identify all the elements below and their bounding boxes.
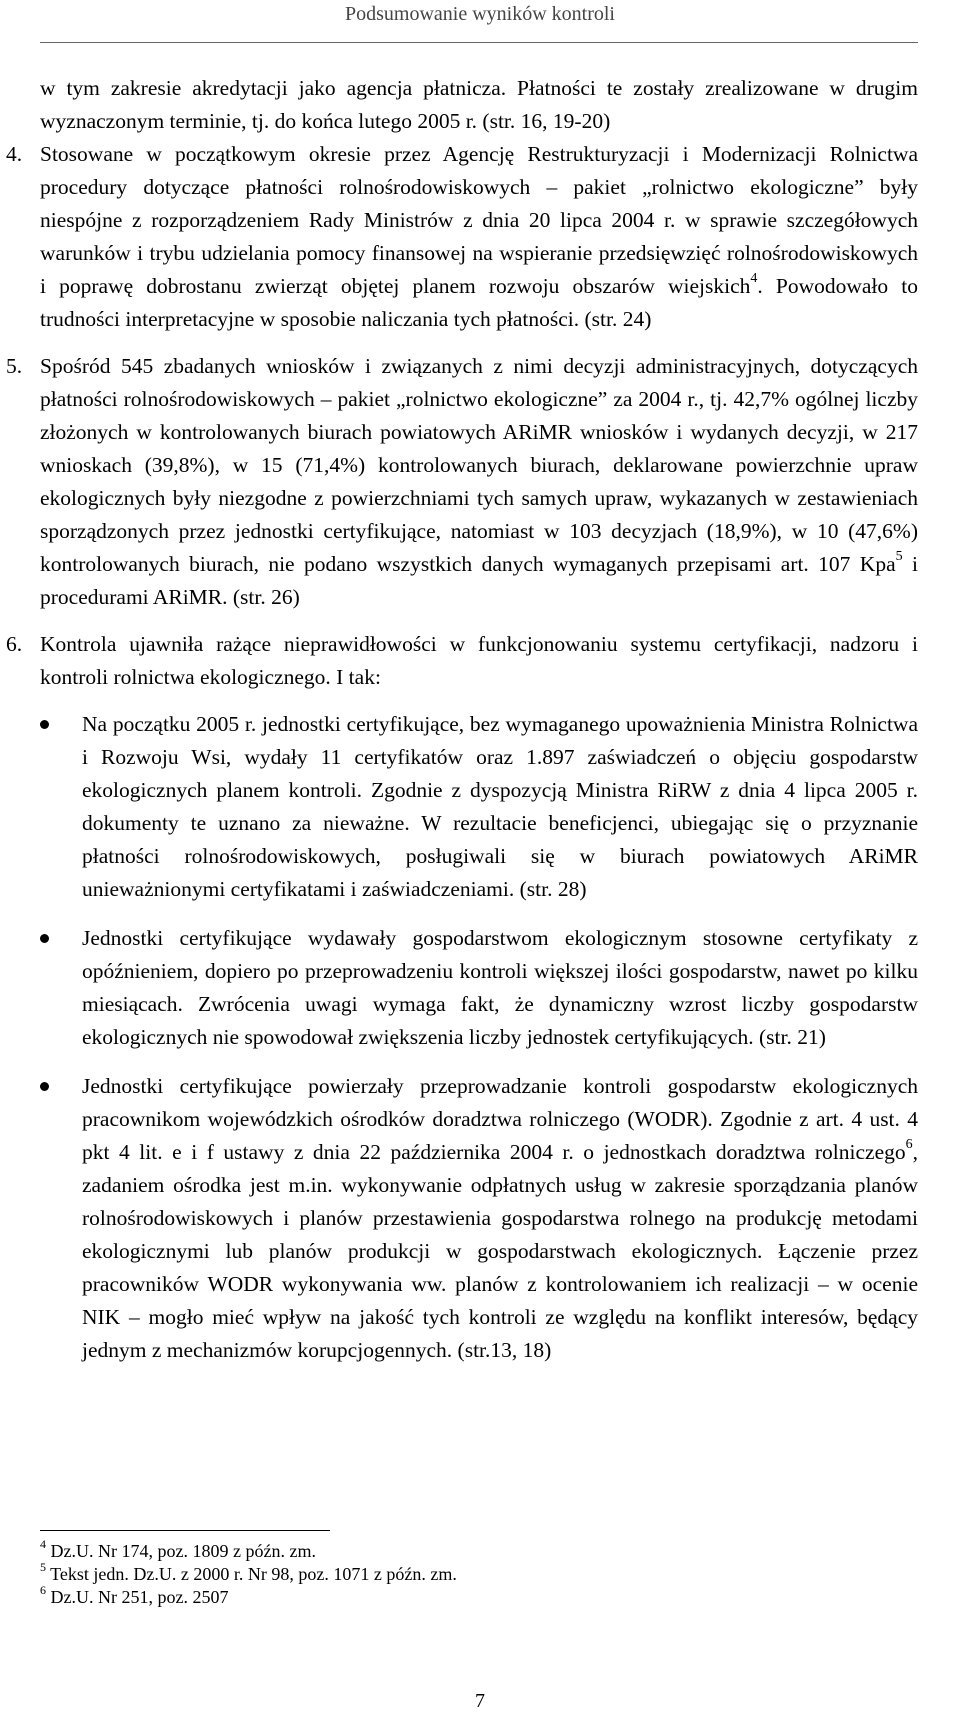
bullet-icon [40, 1082, 49, 1091]
item-number: 6. [6, 632, 23, 656]
footnote-text: Dz.U. Nr 174, poz. 1809 z późn. zm. [46, 1541, 316, 1561]
list-item-4 [6, 138, 918, 336]
item-text: Stosowane w początkowym okresie przez Agencję Restrukturyzacji i Modernizacji Rolnictwa procedury dotyczące płatności rolnośrodowiskowych – pakiet „rolnictwo ekologiczne” były niespójne z rozporządzeniem Rady Ministrów z dnia 20 lipca 2004 r. w sprawie szczegółowych warunków i trybu udzielania pomocy finansowej na wspieranie przedsięwzięć rolnośrodowiskowych i poprawę dobrostanu zwierząt objętej planem rozwoju obszarów wiejskich [40, 142, 918, 298]
bullet-list [40, 708, 918, 1367]
footnote-ref[interactable]: 4 [750, 270, 758, 286]
footnote-ref[interactable]: 6 [905, 1136, 913, 1152]
bullet-text: Na początku 2005 r. jednostki certyfikujące, bez wymaganego upoważnienia Ministra Rolnictwa i Rozwoju Wsi, wydały 11 certyfikatów oraz 1.897 zaświadczeń o objęciu gospodarstw ekologicznych planem kontroli. Zgodnie z dyspozycją Ministra RiRW z dnia 4 lipca 2005 r. dokumenty te uznano za nieważne. W rezultacie beneficjenci, ubiegając się o przyznanie płatności rolnośrodowiskowych, posługiwali się w biurach powiatowych ARiMR unieważnionymi certyfikatami i zaświadczeniami. (str. 28) [82, 712, 918, 901]
document-body [6, 72, 918, 1383]
item-text-cont: i procedurami ARiMR. (str. 26) [40, 552, 918, 609]
footnote-4 [40, 1537, 920, 1563]
bullet-item [40, 708, 918, 906]
header-title: Podsumowanie wyników kontroli [345, 3, 615, 25]
item-text-cont: . Powodowało to trudności interpretacyjne w sposobie naliczania tych płatności. (str. 24) [40, 274, 918, 331]
page-number: 7 [475, 1690, 485, 1712]
header-divider [40, 42, 918, 43]
item-text: Kontrola ujawniła rażące nieprawidłowości w funkcjonowaniu systemu certyfikacji, nadzoru i kontroli rolnictwa ekologicznego. I tak: [40, 632, 918, 689]
footnote-number: 6 [40, 1583, 46, 1597]
footnote-ref[interactable]: 5 [895, 548, 903, 564]
bullet-text: Jednostki certyfikujące wydawały gospodarstwom ekologicznym stosowne certyfikaty z opóźnieniem, dopiero po przeprowadzeniu kontroli większej ilości gospodarstw, nawet po kilku miesiącach. Zwrócenia uwagi wymaga fakt, że dynamiczny wzrost liczby gospodarstw ekologicznych nie spowodował zwiększenia liczby jednostek certyfikujących. (str. 21) [82, 926, 918, 1049]
list-item-5 [6, 350, 918, 614]
bullet-item [40, 1070, 918, 1367]
bullet-text: Jednostki certyfikujące powierzały przeprowadzanie kontroli gospodarstw ekologicznych pracownikom wojewódzkich ośrodków doradztwa rolniczego (WODR). Zgodnie z art. 4 ust. 4 pkt 4 lit. e i f ustawy z dnia 22 października 2004 r. o jednostkach doradztwa rolniczego [82, 1074, 918, 1164]
footnote-5 [40, 1560, 920, 1586]
page-header [0, 0, 960, 46]
footnote-text: Tekst jedn. Dz.U. z 2000 r. Nr 98, poz. 1071 z późn. zm. [46, 1564, 457, 1584]
item-number: 4. [6, 142, 23, 166]
bullet-icon [40, 720, 49, 729]
footnotes [40, 1537, 920, 1609]
list-item-6 [6, 628, 918, 1367]
item-number: 5. [6, 354, 23, 378]
bullet-text-cont: , zadaniem ośrodka jest m.in. wykonywanie odpłatnych usług w zakresie sporządzania planów rolnośrodowiskowych i planów przestawienia gospodarstwa rolnego na produkcję metodami ekologicznymi lub planów produkcji w gospodarstwach ekologicznych. Łączenie przez pracowników WODR wykonywania ww. planów z kontrolowaniem ich realizacji – w ocenie NIK – mogło mieć wpływ na jakość tych kontroli ze względu na konflikt interesów, będący jednym z mechanizmów korupcjogennych. (str.13, 18) [82, 1140, 918, 1362]
bullet-item [40, 922, 918, 1054]
continued-paragraph: w tym zakresie akredytacji jako agencja płatnicza. Płatności te zostały zrealizowane w drugim wyznaczonym terminie, tj. do końca lutego 2005 r. (str. 16, 19-20) [40, 76, 918, 133]
footnote-number: 4 [40, 1537, 46, 1551]
footnote-text: Dz.U. Nr 251, poz. 2507 [46, 1587, 229, 1607]
footnote-divider [40, 1530, 330, 1531]
footnote-6 [40, 1583, 920, 1609]
footnote-number: 5 [40, 1560, 46, 1574]
item-text: Spośród 545 zbadanych wniosków i związanych z nimi decyzji administracyjnych, dotyczących płatności rolnośrodowiskowych – pakiet „rolnictwo ekologiczne” za 2004 r., tj. 42,7% ogólnej liczby złożonych w kontrolowanych biurach powiatowych ARiMR wniosków i wydanych decyzji, w 217 wnioskach (39,8%), w 15 (71,4%) kontrolowanych biurach, deklarowane powierzchnie upraw ekologicznych były niezgodne z powierzchniami tych samych upraw, wykazanych w zestawieniach sporządzonych przez jednostki certyfikujące, natomiast w 103 decyzjach (18,9%), w 10 (47,6%) kontrolowanych biurach, nie podano wszystkich danych wymaganych przepisami art. 107 Kpa [40, 354, 918, 576]
bullet-icon [40, 934, 49, 943]
